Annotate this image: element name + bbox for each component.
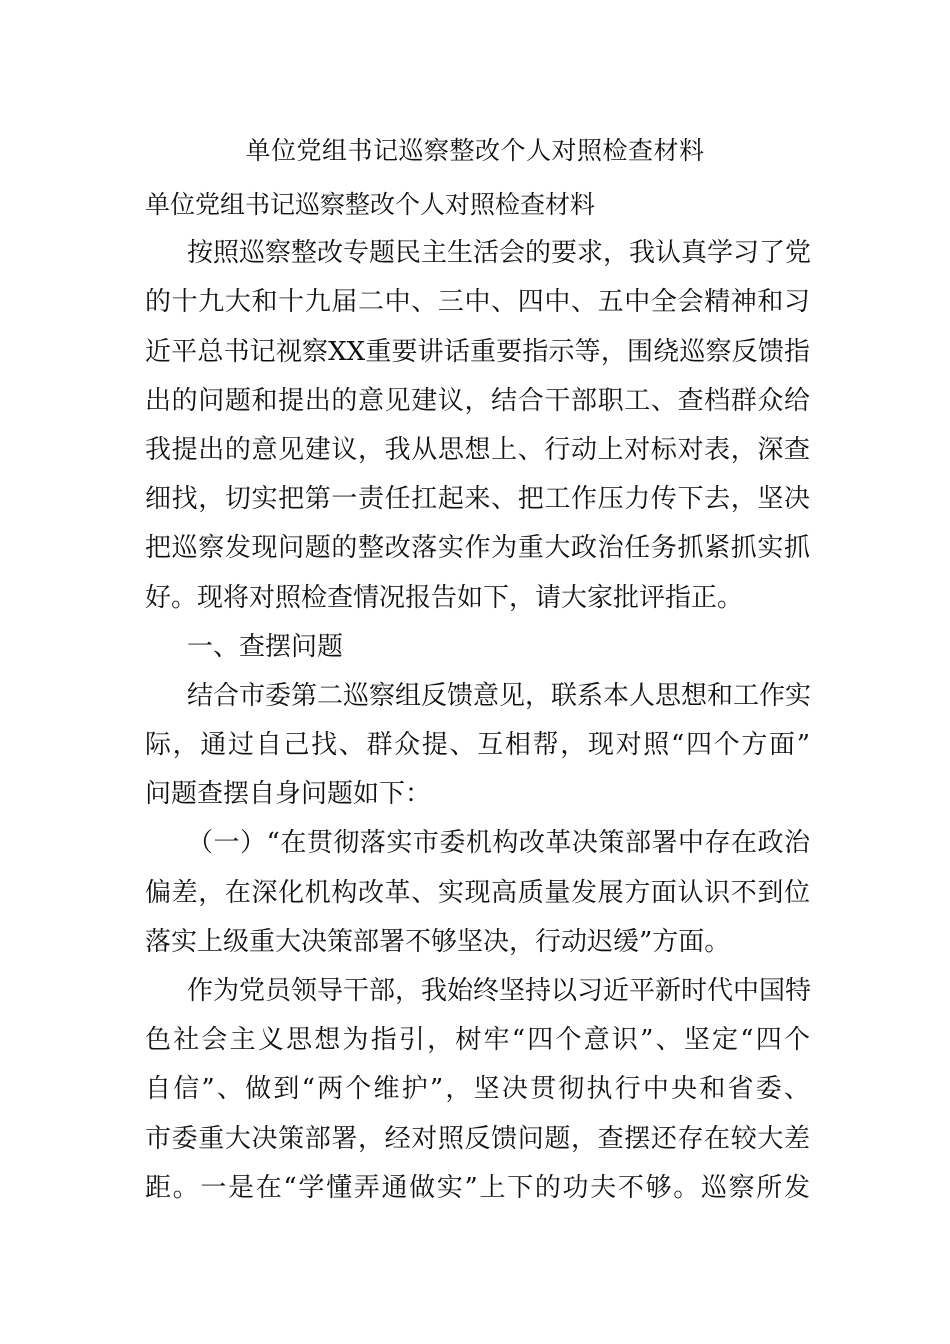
text-line: 作为党员领导干部，我始终坚持以习近平新时代中国特	[187, 976, 812, 1006]
text-line: 的十九大和十九届二中、三中、四中、五中全会精神和习	[145, 287, 810, 318]
text-line: 落实上级重大决策部署不够坚决，行动迟缓”方面。	[145, 926, 731, 957]
section-heading: 一、查摆问题	[187, 631, 344, 662]
document-body	[145, 180, 810, 1213]
body-subtitle: 单位党组书记巡察整改个人对照检查材料	[145, 190, 596, 219]
text-line: 出的问题和提出的意见建议，结合干部职工、查档群众给	[145, 385, 810, 416]
text-line: （一）“在贯彻落实市委机构改革决策部署中存在政治	[187, 828, 810, 859]
text-line: 好。现将对照检查情况报告如下，请大家批评指正。	[145, 582, 744, 613]
text-line: 我提出的意见建议，我从思想上、行动上对标对表，深查	[145, 434, 810, 465]
text-line: 自信”、做到“两个维护”，坚决贯彻执行中央和省委、	[145, 1074, 810, 1105]
text-line: 近平总书记视察XX重要讲话重要指示等，围绕巡察反馈指	[145, 336, 810, 367]
text-line: 际，通过自己找、群众提、互相帮，现对照“四个方面”	[145, 730, 810, 761]
text-line: 问题查摆自身问题如下：	[145, 779, 432, 810]
document-title: 单位党组书记巡察整改个人对照检查材料	[245, 136, 705, 165]
text-line: 距。一是在“学懂弄通做实”上下的功夫不够。巡察所发	[145, 1172, 810, 1203]
text-line: 结合市委第二巡察组反馈意见，联系本人思想和工作实	[187, 680, 812, 711]
text-line: 市委重大决策部署，经对照反馈问题，查摆还存在较大差	[145, 1123, 810, 1154]
text-line: 色社会主义思想为指引，树牢“四个意识”、坚定“四个	[145, 1025, 810, 1056]
text-line: 偏差，在深化机构改革、实现高质量发展方面认识不到位	[145, 877, 810, 908]
text-line: 细找，切实把第一责任扛起来、把工作压力传下去，坚决	[145, 484, 810, 515]
text-line: 按照巡察整改专题民主生活会的要求，我认真学习了党	[187, 238, 812, 269]
text-line: 把巡察发现问题的整改落实作为重大政治任务抓紧抓实抓	[145, 533, 810, 564]
